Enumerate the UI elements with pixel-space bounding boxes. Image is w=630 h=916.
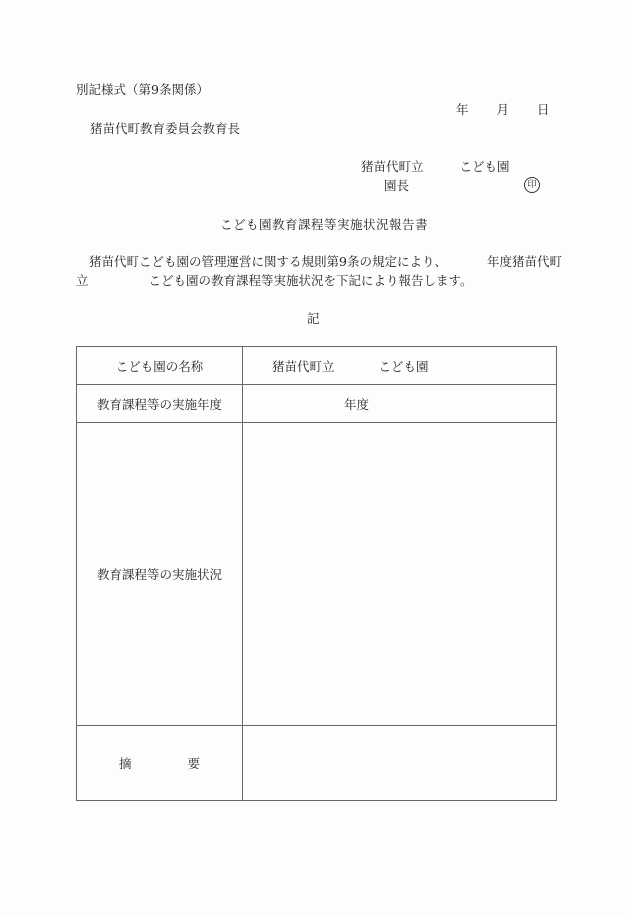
form-reference: 別記様式（第9条関係） bbox=[76, 82, 209, 97]
body-text: こども園の教育課程等実施状況を下記により報告します。 bbox=[148, 273, 473, 288]
year-cell[interactable]: 年度 bbox=[243, 385, 557, 423]
seal-icon: 印 bbox=[524, 177, 540, 193]
summary-label-part: 摘 bbox=[118, 756, 132, 771]
status-cell[interactable] bbox=[243, 423, 557, 726]
label-cell: 教育課程等の実施状況 bbox=[77, 423, 243, 726]
head-title: 園長 bbox=[384, 178, 410, 193]
table-row bbox=[77, 385, 557, 423]
document-title: こども園教育課程等実施状況報告書 bbox=[220, 217, 429, 232]
body-text-line2 bbox=[76, 275, 473, 288]
summary-cell[interactable] bbox=[243, 726, 557, 801]
summary-label-part: 要 bbox=[187, 756, 201, 771]
table-row bbox=[77, 726, 557, 801]
body-text-line1 bbox=[89, 256, 562, 269]
addressee: 猪苗代町教育委員会教育長 bbox=[90, 121, 241, 136]
school-name-cell[interactable] bbox=[243, 347, 557, 385]
sender-school bbox=[361, 161, 510, 174]
school-name-prefix: 猪苗代町立 bbox=[272, 358, 335, 374]
school-name-suffix: こども園 bbox=[378, 358, 429, 374]
record-table bbox=[76, 346, 557, 801]
ki-heading: 記 bbox=[307, 311, 320, 326]
label-cell: 教育課程等の実施年度 bbox=[77, 385, 243, 423]
school-prefix: 猪苗代町立 bbox=[361, 159, 424, 174]
table-row bbox=[77, 423, 557, 726]
date-line bbox=[456, 104, 550, 117]
day-label: 日 bbox=[537, 102, 550, 117]
label-cell bbox=[77, 726, 243, 801]
month-label: 月 bbox=[496, 102, 510, 117]
year-label: 年 bbox=[456, 102, 469, 117]
school-suffix: こども園 bbox=[459, 159, 510, 174]
table-row bbox=[77, 347, 557, 385]
body-text: 猪苗代町こども園の管理運営に関する規則第9条の規定により、 bbox=[89, 254, 447, 269]
label-cell: こども園の名称 bbox=[77, 347, 243, 385]
body-text: 立 bbox=[76, 273, 89, 288]
body-text: 年度猪苗代町 bbox=[486, 254, 562, 269]
